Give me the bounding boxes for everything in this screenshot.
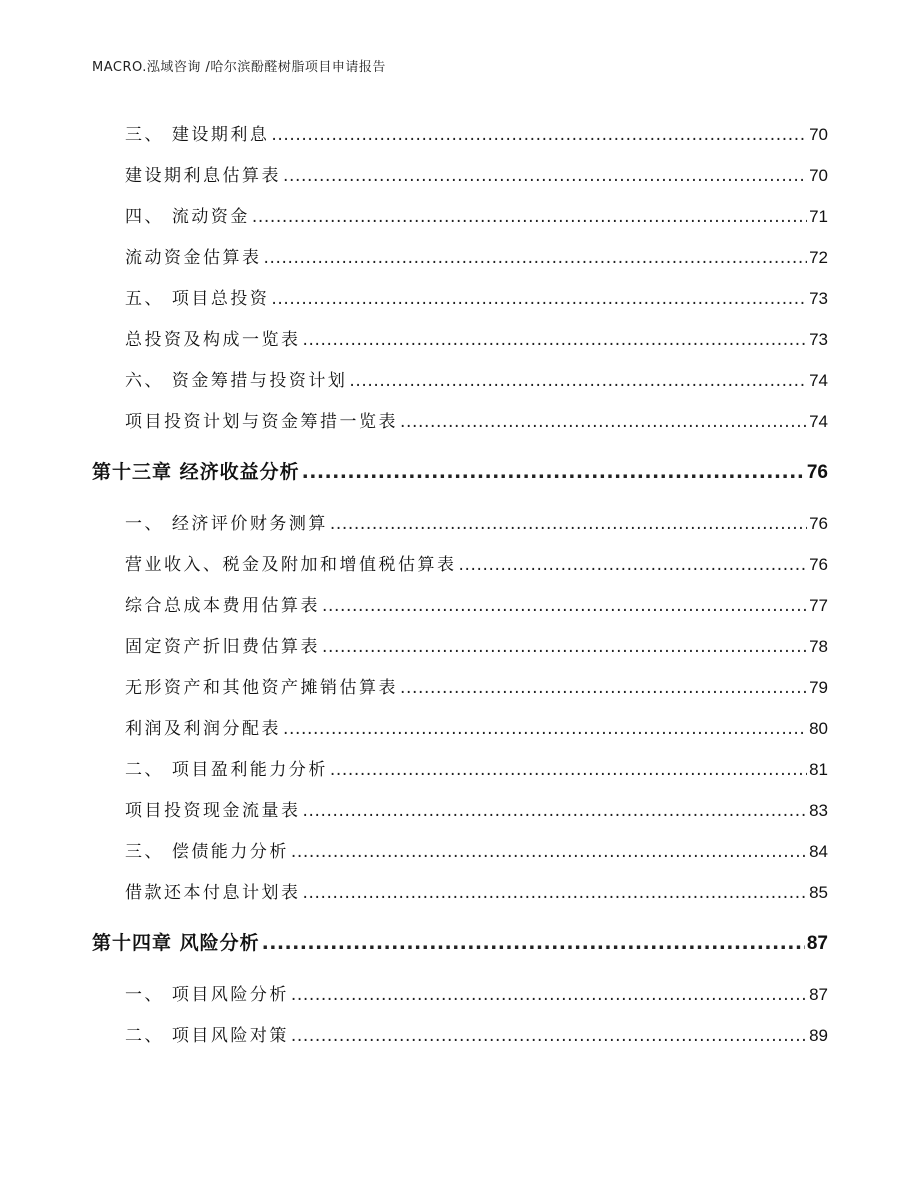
- toc-dot-leader: [302, 459, 805, 485]
- toc-dot-leader: [303, 798, 808, 824]
- toc-entry-title: 一、 项目风险分析: [125, 985, 289, 1005]
- toc-dot-leader: [252, 204, 807, 230]
- toc-entry-page: 85: [809, 883, 828, 902]
- toc-entry-page: 72: [809, 248, 828, 267]
- toc-entry-page: 79: [809, 678, 828, 697]
- toc-dot-leader: [322, 593, 807, 619]
- toc-entry-page: 70: [809, 125, 828, 144]
- toc-entry[interactable]: [125, 798, 828, 824]
- toc-entry[interactable]: [125, 839, 828, 865]
- toc-entry-title: 六、 资金筹措与投资计划: [125, 371, 348, 391]
- toc-entry[interactable]: [125, 245, 828, 271]
- toc-entry-title: 二、 项目风险对策: [125, 1026, 289, 1046]
- toc-entry-page: 73: [809, 289, 828, 308]
- toc-entry-page: 87: [809, 985, 828, 1004]
- toc-entry[interactable]: [125, 368, 828, 394]
- toc-entry-title: 利润及利润分配表: [125, 719, 281, 739]
- running-header: MACRO.泓域咨询 /哈尔滨酚醛树脂项目申请报告: [92, 60, 386, 75]
- toc-entry-page: 81: [809, 760, 828, 779]
- toc-entry-title: 三、 偿债能力分析: [125, 842, 289, 862]
- toc-entry-title: 三、 建设期利息: [125, 125, 270, 145]
- toc-entry-page: 76: [809, 514, 828, 533]
- toc-entry-title: 项目投资计划与资金筹措一览表: [125, 412, 398, 432]
- toc-entry-title: 借款还本付息计划表: [125, 883, 301, 903]
- toc-entry[interactable]: [125, 1023, 828, 1049]
- toc-entry[interactable]: [125, 880, 828, 906]
- toc-chapter-title: 第十四章 风险分析: [92, 932, 260, 954]
- toc-dot-leader: [283, 716, 807, 742]
- toc-entry-title: 五、 项目总投资: [125, 289, 270, 309]
- toc-dot-leader: [303, 880, 808, 906]
- toc-dot-leader: [400, 675, 807, 701]
- toc-dot-leader: [291, 1023, 807, 1049]
- toc-chapter-page: 76: [806, 462, 828, 483]
- toc-entry-page: 89: [809, 1026, 828, 1045]
- toc-entry[interactable]: [125, 757, 828, 783]
- toc-entry[interactable]: [125, 982, 828, 1008]
- toc-dot-leader: [264, 245, 808, 271]
- toc-entry[interactable]: [125, 409, 828, 435]
- toc-entry-page: 77: [809, 596, 828, 615]
- toc-entry-page: 84: [809, 842, 828, 861]
- toc-dot-leader: [262, 930, 805, 956]
- toc-dot-leader: [271, 286, 807, 312]
- toc-entry-page: 76: [809, 555, 828, 574]
- toc-entry-page: 70: [809, 166, 828, 185]
- toc-entry[interactable]: [125, 716, 828, 742]
- toc-dot-leader: [283, 163, 807, 189]
- toc-dot-leader: [330, 511, 807, 537]
- toc-entry-title: 一、 经济评价财务测算: [125, 514, 328, 534]
- toc-chapter-page: 87: [806, 933, 828, 954]
- toc-dot-leader: [303, 327, 808, 353]
- toc-dot-leader: [400, 409, 807, 435]
- toc-chapter-entry[interactable]: [92, 459, 828, 485]
- toc-entry-page: 80: [809, 719, 828, 738]
- toc-entry-page: 73: [809, 330, 828, 349]
- toc-entry-title: 营业收入、税金及附加和增值税估算表: [125, 555, 457, 575]
- toc-entry-title: 四、 流动资金: [125, 207, 250, 227]
- toc-entry[interactable]: [125, 327, 828, 353]
- toc-entry-title: 二、 项目盈利能力分析: [125, 760, 328, 780]
- toc-dot-leader: [291, 839, 807, 865]
- toc-chapter-entry[interactable]: [92, 930, 828, 956]
- toc-entry-page: 74: [809, 371, 828, 390]
- toc-dot-leader: [271, 122, 807, 148]
- toc-entry[interactable]: [125, 163, 828, 189]
- toc-entry-page: 78: [809, 637, 828, 656]
- toc-dot-leader: [322, 634, 807, 660]
- toc-entry[interactable]: [125, 675, 828, 701]
- toc-dot-leader: [459, 552, 808, 578]
- toc-entry-title: 建设期利息估算表: [125, 166, 281, 186]
- toc-entry[interactable]: [125, 122, 828, 148]
- toc-entry-title: 项目投资现金流量表: [125, 801, 301, 821]
- toc-entry[interactable]: [125, 511, 828, 537]
- toc-entry-page: 83: [809, 801, 828, 820]
- toc-dot-leader: [291, 982, 807, 1008]
- toc-entry-title: 总投资及构成一览表: [125, 330, 301, 350]
- toc-chapter-title: 第十三章 经济收益分析: [92, 461, 300, 483]
- toc-entry[interactable]: [125, 634, 828, 660]
- toc-entry[interactable]: [125, 204, 828, 230]
- toc-entry[interactable]: [125, 552, 828, 578]
- toc-entry-title: 无形资产和其他资产摊销估算表: [125, 678, 398, 698]
- toc-entry-page: 74: [809, 412, 828, 431]
- toc-entry-page: 71: [809, 207, 828, 226]
- toc-dot-leader: [330, 757, 807, 783]
- toc-entry[interactable]: [125, 286, 828, 312]
- toc-entry-title: 综合总成本费用估算表: [125, 596, 320, 616]
- toc-entry-title: 固定资产折旧费估算表: [125, 637, 320, 657]
- toc-entry[interactable]: [125, 593, 828, 619]
- toc-entry-title: 流动资金估算表: [125, 248, 262, 268]
- toc-dot-leader: [349, 368, 807, 394]
